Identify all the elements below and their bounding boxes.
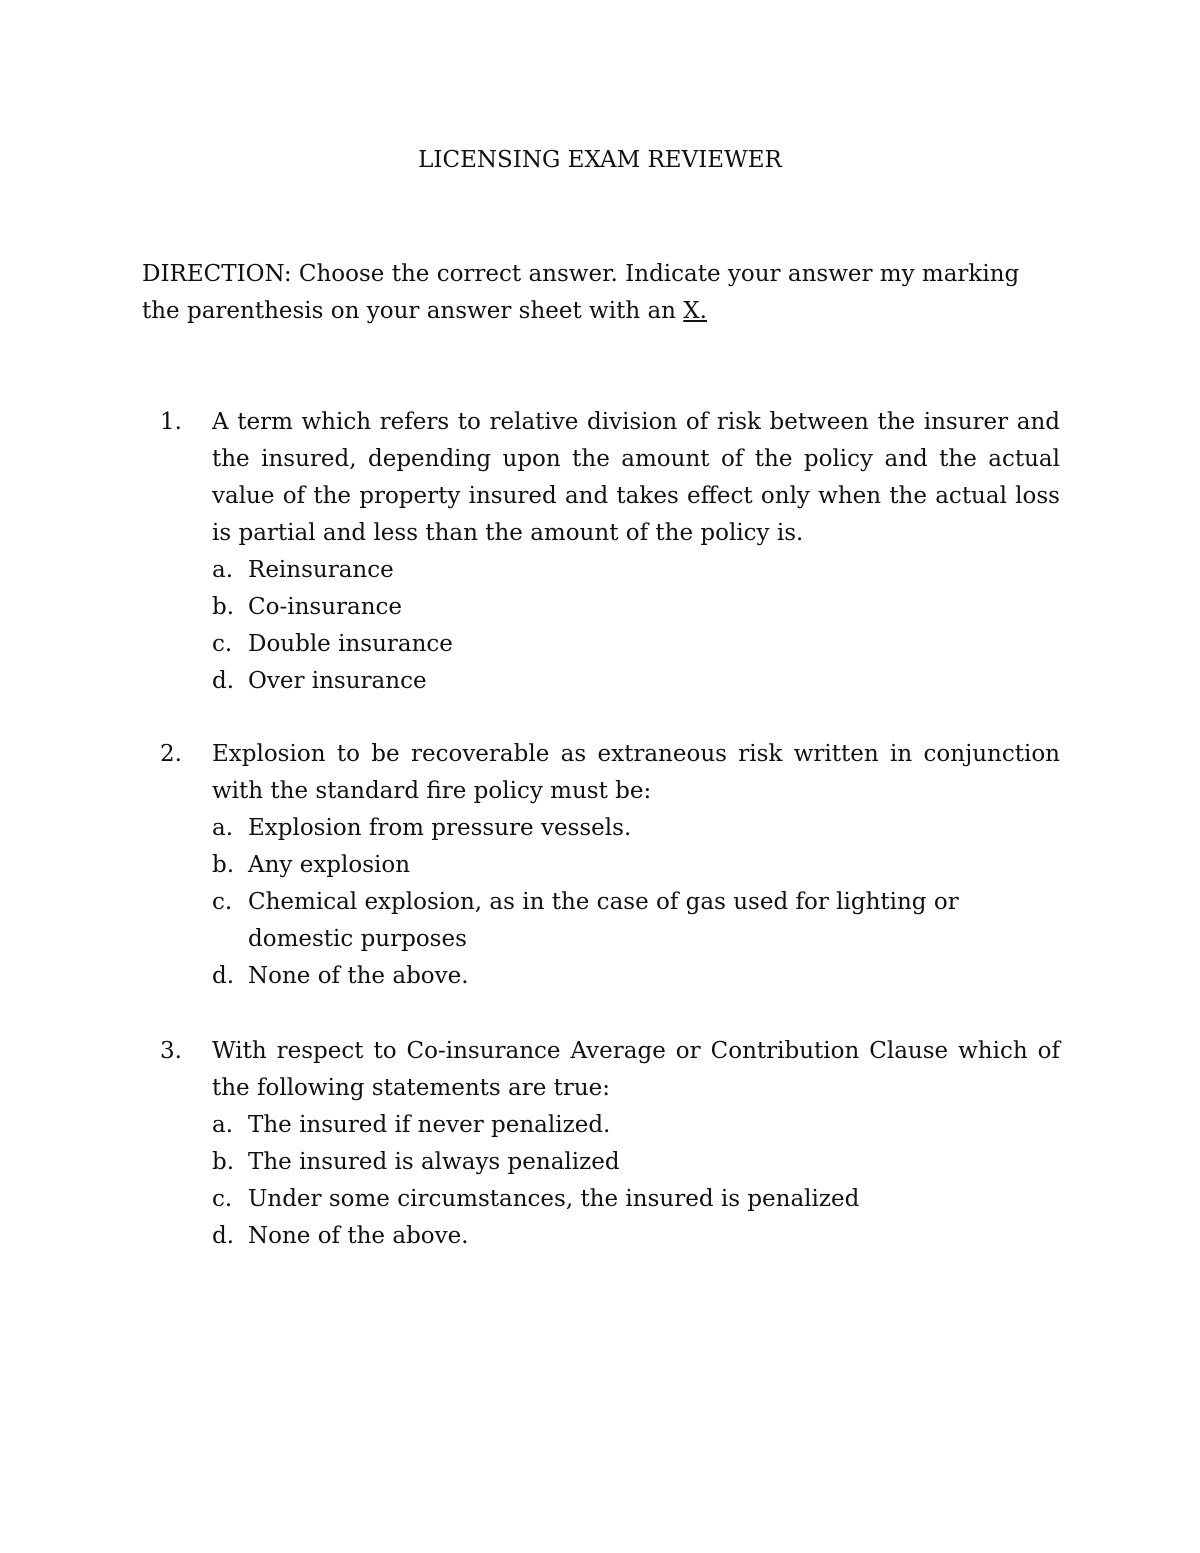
option-b xyxy=(212,589,1060,626)
option-c xyxy=(212,1181,1060,1218)
option-text: Double insurance xyxy=(248,631,453,657)
question-number: 1. xyxy=(160,409,182,435)
direction-text: DIRECTION: Choose the correct answer. Indicate your answer my marking the parenthesis on your answer sheet with an xyxy=(142,261,1020,324)
option-b xyxy=(212,1144,1060,1181)
option-a xyxy=(212,810,1060,847)
option-letter: a. xyxy=(212,1112,234,1138)
option-text: Chemical explosion, as in the case of gas used for lighting or domestic purposes xyxy=(248,889,959,952)
option-letter: c. xyxy=(212,1186,233,1212)
question-1 xyxy=(142,404,1060,700)
option-text: The insured if never penalized. xyxy=(248,1112,611,1138)
option-a xyxy=(212,1107,1060,1144)
question-2 xyxy=(142,736,1060,995)
option-text: Co-insurance xyxy=(248,594,403,620)
option-text: The insured is always penalized xyxy=(248,1149,620,1175)
option-text: Any explosion xyxy=(248,852,411,878)
option-letter: b. xyxy=(212,1149,235,1175)
option-text: Reinsurance xyxy=(248,557,394,583)
option-text: Under some circumstances, the insured is penalized xyxy=(248,1186,860,1212)
option-list xyxy=(212,810,1060,995)
option-list xyxy=(212,552,1060,700)
option-d xyxy=(212,1218,1060,1255)
question-number: 2. xyxy=(160,741,182,767)
option-letter: b. xyxy=(212,594,235,620)
option-letter: a. xyxy=(212,557,234,583)
option-text: None of the above. xyxy=(248,1223,469,1249)
option-letter: b. xyxy=(212,852,235,878)
question-number: 3. xyxy=(160,1038,182,1064)
option-text: Explosion from pressure vessels. xyxy=(248,815,632,841)
document-title: LICENSING EXAM REVIEWER xyxy=(418,147,782,173)
option-a xyxy=(212,552,1060,589)
option-text: Over insurance xyxy=(248,668,427,694)
question-text: With respect to Co-insurance Average or Contribution Clause which of the following statements are true: xyxy=(212,1038,1060,1101)
option-d xyxy=(212,958,1060,995)
question-3 xyxy=(142,1033,1060,1255)
option-list xyxy=(212,1107,1060,1255)
direction-mark: X. xyxy=(683,298,707,324)
question-text: Explosion to be recoverable as extraneous risk written in conjunction with the standard fire policy must be: xyxy=(212,741,1060,804)
option-letter: c. xyxy=(212,889,233,915)
option-letter: d. xyxy=(212,1223,235,1249)
option-b xyxy=(212,847,1060,884)
option-letter: c. xyxy=(212,631,233,657)
option-d xyxy=(212,663,1060,700)
option-c xyxy=(212,626,1060,663)
option-c xyxy=(212,884,1060,958)
direction-paragraph xyxy=(142,256,1060,330)
question-text: A term which refers to relative division of risk between the insurer and the insured, depending upon the amount of the policy and the actual value of the property insured and takes effect only when the actual loss is partial and less than the amount of the policy is. xyxy=(212,409,1060,546)
option-text: None of the above. xyxy=(248,963,469,989)
option-letter: d. xyxy=(212,963,235,989)
option-letter: a. xyxy=(212,815,234,841)
option-letter: d. xyxy=(212,668,235,694)
